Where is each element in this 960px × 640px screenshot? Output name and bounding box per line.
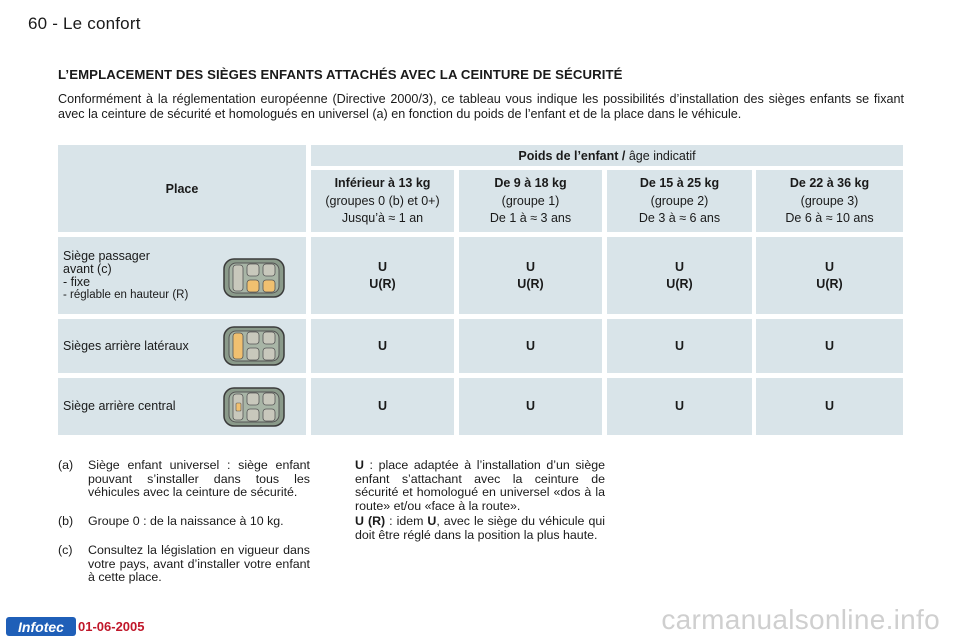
legend-ur-term: U (R) [355, 514, 386, 528]
poids-header-bold: Poids de l’enfant [518, 148, 619, 163]
row-label: Siège arrière central [63, 399, 176, 413]
column-weight: De 9 à 18 kg [494, 175, 567, 190]
column-group: (groupe 1) [501, 193, 560, 208]
column-header [756, 170, 903, 232]
footnote-tag: (b) [58, 514, 74, 528]
value-cell [459, 237, 602, 314]
column-weight: Inférieur à 13 kg [334, 175, 431, 190]
footnote [58, 515, 310, 543]
car-seat-front-passenger-icon [223, 257, 285, 299]
poids-header-rest: âge indicatif [628, 148, 696, 163]
poids-header [518, 149, 695, 163]
footnote [58, 544, 310, 600]
column-group: (groupes 0 (b) et 0+) [325, 193, 440, 208]
column-group: (groupe 3) [800, 193, 859, 208]
value-u: U [377, 259, 388, 274]
infotec-logo: Infotec [6, 617, 76, 636]
value-ur: U(R) [816, 276, 843, 291]
value-ur: U(R) [666, 276, 693, 291]
car-seat-rear-center-icon [223, 386, 285, 428]
poids-header-sep: / [618, 148, 629, 163]
footnote-tag: (c) [58, 543, 73, 557]
value-u: U [525, 338, 536, 353]
value-u: U [674, 259, 685, 274]
value-cell [459, 319, 602, 373]
value-cell [311, 378, 454, 435]
section-title: L’EMPLACEMENT DES SIÈGES ENFANTS ATTACHÉS AVEC LA CEINTURE DE SÉCURITÉ [58, 67, 623, 82]
footnote-tag: (a) [58, 458, 74, 472]
value-u: U [377, 399, 388, 413]
column-age: De 3 à ≈ 6 ans [638, 210, 721, 225]
row-label-line: - réglable en hauteur (R) [63, 289, 189, 301]
value-cell [756, 378, 903, 435]
value-cell [311, 237, 454, 314]
column-age: Jusqu’à ≈ 1 an [341, 210, 424, 225]
row-label-cell [58, 378, 306, 435]
legend-ur-term-2: U [427, 514, 437, 528]
value-u: U [824, 399, 835, 413]
column-weight: De 22 à 36 kg [789, 175, 870, 190]
legend [355, 459, 605, 544]
column-age: De 1 à ≈ 3 ans [489, 210, 572, 225]
value-ur: U(R) [369, 276, 396, 291]
row-label [63, 250, 188, 302]
value-u: U [525, 399, 536, 413]
value-cell [311, 319, 454, 373]
column-age: De 6 à ≈ 10 ans [785, 210, 874, 225]
footnote-text: Consultez la législation en vigueur dans votre pays, avant d’installer votre enfant à cette place. [88, 543, 310, 584]
legend-u [355, 459, 605, 513]
column-header [459, 170, 602, 232]
footnote [58, 459, 310, 514]
intro-paragraph: Conformément à la réglementation européenne (Directive 2000/3), ce tableau vous indique les possibilités d’installation des sièges enfants se fixant avec la ceinture de sécurité et homologués en universel (a) en fonction du poids de l’enfant et de la place dans le véhicule. [58, 92, 904, 121]
value-u: U [674, 399, 685, 413]
car-seat-rear-side-icon [223, 325, 285, 367]
page-header: 60 - Le confort [28, 14, 141, 33]
value-u: U [674, 338, 685, 353]
value-u: U [824, 259, 835, 274]
row-label: Sièges arrière latéraux [63, 339, 189, 353]
legend-u-text: : place adaptée à l’installation d’un siège enfant s’attachant avec la ceinture de sécurité et homologué en universel «dos à la route» et/ou «face à la route». [355, 458, 605, 513]
column-header [607, 170, 752, 232]
row-label-cell [58, 237, 306, 314]
legend-u-term: U [355, 458, 364, 472]
row-label-line: avant (c) [63, 262, 112, 276]
place-header: Place [165, 181, 199, 196]
legend-ur-text-1: : idem [385, 514, 428, 528]
value-cell [459, 378, 602, 435]
legend-ur [355, 515, 605, 542]
value-cell [607, 378, 752, 435]
value-cell [756, 237, 903, 314]
value-u: U [525, 259, 536, 274]
watermark: carmanualsonline.info [661, 604, 940, 635]
footnote-text: Groupe 0 : de la naissance à 10 kg. [88, 514, 284, 528]
column-weight: De 15 à 25 kg [639, 175, 720, 190]
value-cell [607, 237, 752, 314]
column-group: (groupe 2) [650, 193, 709, 208]
footnote-text: Siège enfant universel : siège enfant pouvant s’installer dans tous les véhicules avec la ceinture de sécurité. [88, 458, 310, 499]
row-label-line: - fixe [63, 275, 91, 289]
value-u: U [824, 338, 835, 353]
value-ur: U(R) [517, 276, 544, 291]
value-u: U [377, 338, 388, 353]
poids-header-cell [311, 145, 903, 166]
row-label-line: Siège passager [63, 249, 150, 263]
edition-date: 01-06-2005 [78, 619, 145, 634]
value-cell [607, 319, 752, 373]
place-header-cell [58, 145, 306, 232]
row-label-cell [58, 319, 306, 373]
column-header [311, 170, 454, 232]
legend-ur-text-2: , avec le siège du véhicule qui doit être réglé dans la position la plus haute. [355, 514, 605, 542]
value-cell [756, 319, 903, 373]
